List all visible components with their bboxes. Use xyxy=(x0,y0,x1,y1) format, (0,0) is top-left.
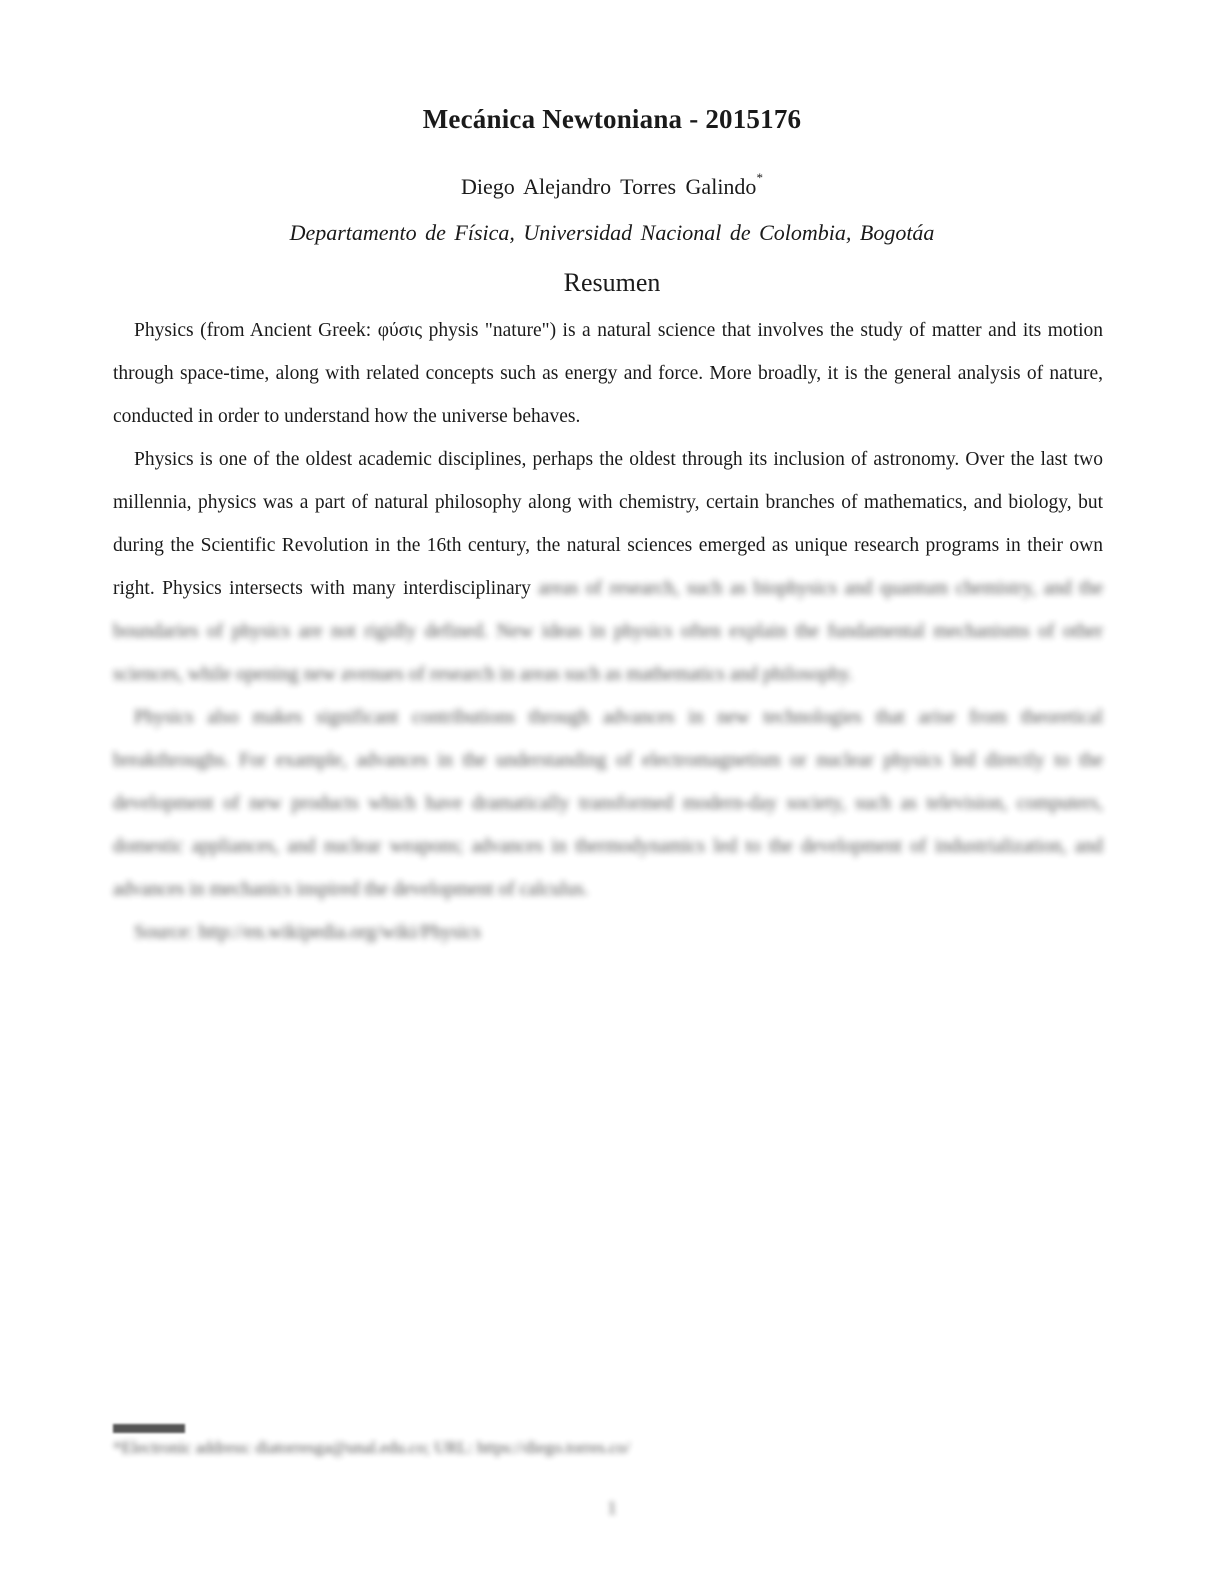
author-footnote-mark: * xyxy=(756,170,763,185)
affiliation: Departamento de Física, Universidad Nacional de Colombia, Bogotáa xyxy=(289,220,935,245)
abstract-paragraph-1: Physics (from Ancient Greek: φύσις physis "nature") is a natural science that involves the study of matter and its motion through space-time, along with related concepts such as energy and force. More broadly, it is the general analysis of nature, conducted in order to understand how the universe behaves. xyxy=(113,320,1103,427)
paragraph-2-visible-text: Physics is one of the oldest academic disciplines, perhaps the oldest through its inclusion of astronomy. Over the last two millennia, physics was a part of natural philosophy along with chemistry, certain branches of mathematics, and biology, but during the Scientific Revolution in the 16th century, the natural sciences emerged as unique research programs in their own right. Physics intersects with many interdisciplinary xyxy=(113,449,1103,599)
paragraph-2-blurred-text: areas of research, such as biophysics and quantum chemistry, and the boundaries of physics are not rigidly defined. New ideas in physics often explain the fundamental mechanisms of other sciences, while opening new avenues of research in areas such as mathematics and philosophy. xyxy=(113,578,1103,685)
author-name: Diego Alejandro Torres Galindo xyxy=(461,174,757,199)
page-number: 1 xyxy=(607,1498,617,1519)
author-line xyxy=(0,170,1224,200)
source-line: Source: http://en.wikipedia.org/wiki/Physics xyxy=(134,922,481,943)
paper-title: Mecánica Newtoniana - 2015176 xyxy=(422,104,802,134)
footnote-rule xyxy=(113,1424,185,1433)
abstract-body xyxy=(113,309,1103,954)
abstract-paragraph-3: Physics also makes significant contributions through advances in new technologies that arise from theoretical breakthroughs. For example, advances in the understanding of electromagnetism or nuclear physics led directly to the development of new products which have dramatically transformed modern-day society, such as television, computers, domestic appliances, and nuclear weapons; advances in thermodynamics led to the development of industrialization, and advances in mechanics inspired the development of calculus. xyxy=(113,707,1103,900)
abstract-heading: Resumen xyxy=(563,268,661,297)
footnote: *Electronic address: diatorresga@unal.edu.co; URL: https://diego.torres.co/ xyxy=(113,1438,631,1457)
abstract-paragraph-2 xyxy=(113,438,1103,696)
